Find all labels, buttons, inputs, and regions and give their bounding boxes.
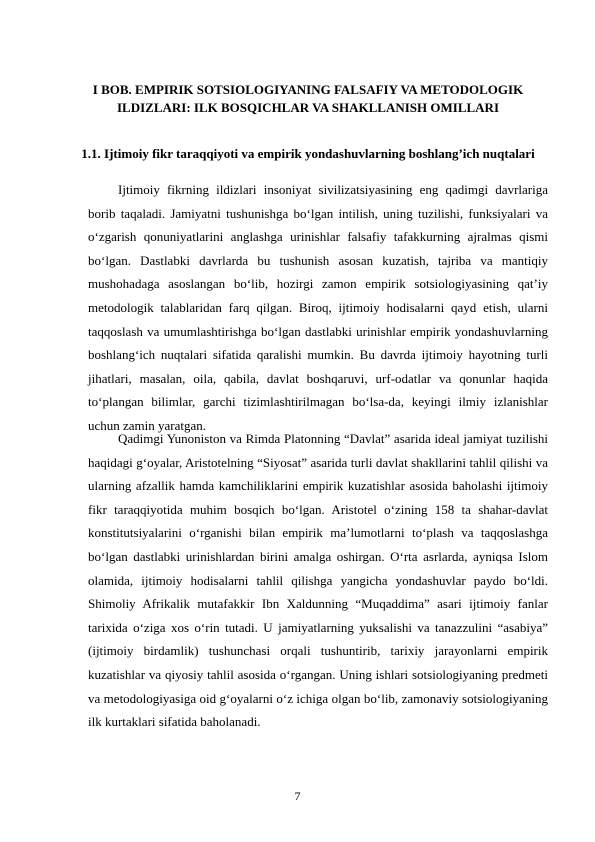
body-paragraph: Ijtimoiy fikrning ildizlari insoniyat sivilizatsiyasining eng qadimgi davrlariga borib taqaladi. Jamiyatni tushunishga bo‘lgan intilish, uning tuzilishi, funksiyalari va o‘zgarish qonuniyatlarini anglashga urinishlar falsafiy tafakkurning ajralmas qismi bo‘lgan. Dastlabki davrlarda bu tushunish asosan kuzatish, tajriba va mantiqiy mushohadaga asoslangan bo‘lib, hozirgi zamon empirik sotsiologiyasining qat’iy metodologik talablaridan farq qilgan. Biroq, ijtimoiy hodisalarni qayd etish, ularni taqqoslash va umumlashtirishga bo‘lgan dastlabki urinishlar empirik yondashuvlarning boshlang‘ich nuqtalari sifatida qaralishi mumkin. Bu davrda ijtimoiy hayotning turli jihatlari, masalan, oila, qabila, davlat boshqaruvi, urf-odatlar va qonunlar haqida to‘plangan bilimlar, garchi tizimlashtirilmagan bo‘lsa-da, keyingi ilmiy izlanishlar uchun zamin yaratgan. bbox=[88, 182, 548, 433]
body-paragraph: Qadimgi Yunoniston va Rimda Platonning “Davlat” asarida ideal jamiyat tuzilishi haqidagi g‘oyalar, Aristotelning “Siyosat” asarida turli davlat shakllarini tahlil qilishi va ularning afzallik hamda kamchiliklarini empirik kuzatishlar asosida baholashi ijtimoiy fikr taraqqiyotida muhim bosqich bo‘lgan. Aristotel o‘zining 158 ta shahar-davlat konstitutsiyalarini o‘rganishi bilan empirik ma’lumotlarni to‘plash va taqqoslashga bo‘lgan dastlabki urinishlardan birini amalga oshirgan. O‘rta asrlarda, ayniqsa Islom olamida, ijtimoiy hodisalarni tahlil qilishga yangicha yondashuvlar paydo bo‘ldi. Shimoliy Afrikalik mutafakkir Ibn Xaldunning “Muqaddima” asari ijtimoiy fanlar tarixida o‘ziga xos o‘rin tutadi. U jamiyatlarning yuksalishi va tanazzulini “asabiya” (ijtimoiy birdamlik) tushunchasi orqali tushuntirib, tarixiy jarayonlarni empirik kuzatishlar va qiyosiy tahlil asosida o‘rgangan. Uning ishlari sotsiologiyaning predmeti va metodologiyasiga oid g‘oyalarni o‘z ichiga olgan bo‘lib, zamonaviy sotsiologiyaning ilk kurtaklari sifatida baholanadi. bbox=[88, 431, 548, 730]
chapter-title: I BOB. EMPIRIK SOTSIOLOGIYANING FALSAFIY VA METODOLOGIK ILDIZLARI: ILK BOSQICHLAR VA SHAKLLANISH OMILLARI bbox=[92, 82, 524, 115]
page-number: 7 bbox=[294, 789, 301, 803]
section-title: 1.1. Ijtimoiy fikr taraqqiyoti va empirik yondashuvlarning boshlang’ich nuqtalari bbox=[81, 146, 535, 161]
